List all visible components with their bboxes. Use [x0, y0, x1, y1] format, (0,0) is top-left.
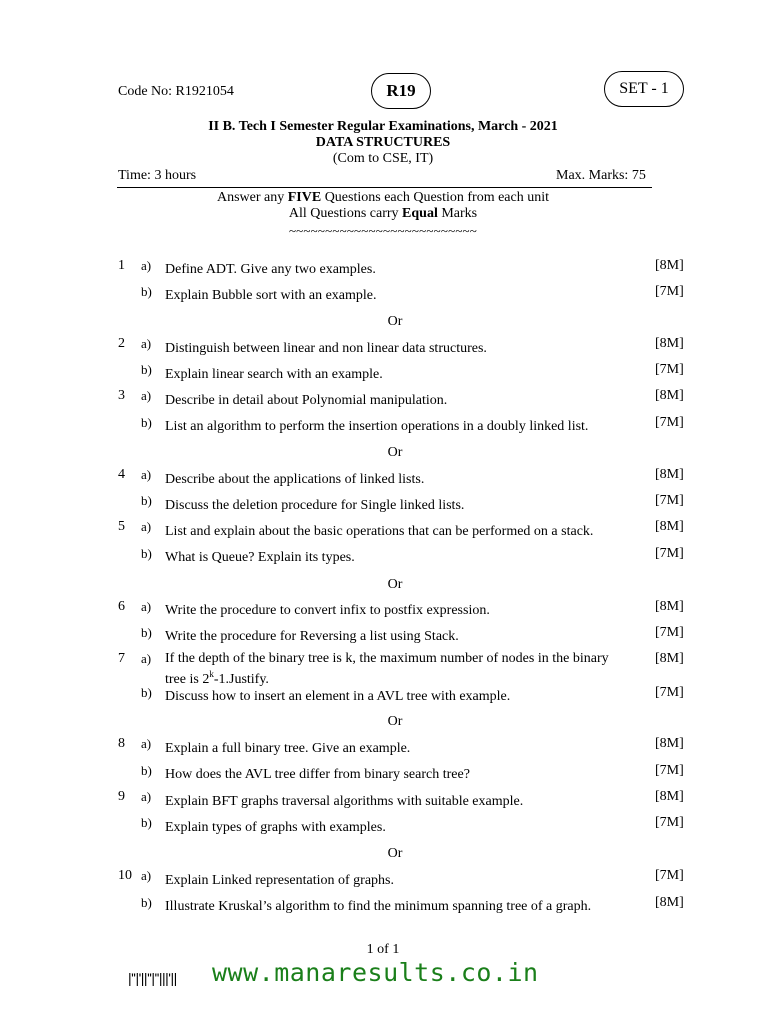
subject-title: DATA STRUCTURES: [315, 135, 451, 150]
question-marks: [8M]: [655, 467, 684, 482]
question-marks: [7M]: [655, 685, 684, 700]
question-marks: [7M]: [655, 546, 684, 561]
instruction-text: Questions each Question from each unit: [321, 190, 550, 205]
sub-label-b: b): [141, 493, 152, 508]
sub-label-b: b): [141, 415, 152, 430]
question-marks: [7M]: [655, 362, 684, 377]
question-text-line-1: If the depth of the binary tree is k, the maximum number of nodes in the binary: [165, 651, 609, 666]
question-number: 8: [118, 736, 125, 751]
question-marks: [7M]: [655, 625, 684, 640]
question-text: Explain Linked representation of graphs.: [165, 873, 394, 888]
or-separator: Or: [387, 445, 403, 460]
question-text: Explain a full binary tree. Give an example.: [165, 741, 411, 756]
question-marks: [8M]: [655, 519, 684, 534]
instruction-emphasis: FIVE: [287, 190, 322, 205]
time-label: Time: 3 hours: [118, 168, 197, 183]
question-text: List an algorithm to perform the insertion operations in a doubly linked list.: [165, 419, 589, 434]
max-marks-label: Max. Marks: 75: [556, 168, 646, 183]
question-text: How does the AVL tree differ from binary search tree?: [165, 767, 470, 782]
question-text: Explain linear search with an example.: [165, 367, 383, 382]
sub-label-a: a): [141, 599, 152, 614]
question-text: List and explain about the basic operations that can be performed on a stack.: [165, 524, 594, 539]
sub-label-a: a): [141, 868, 152, 883]
sub-label-b: b): [141, 815, 152, 830]
sub-label-b: b): [141, 546, 152, 561]
page-number: 1 of 1: [366, 942, 400, 957]
sub-label-a: a): [141, 519, 152, 534]
question-marks: [7M]: [655, 868, 684, 883]
sub-label-a: a): [141, 336, 152, 351]
question-text: Explain types of graphs with examples.: [165, 820, 386, 835]
instruction-line-2: [100, 206, 666, 222]
question-marks: [8M]: [655, 651, 684, 666]
question-number: 2: [118, 336, 125, 351]
question-text: Explain BFT graphs traversal algorithms with suitable example.: [165, 794, 524, 809]
website-watermark: www.manaresults.co.in: [212, 958, 539, 987]
question-text: Discuss the deletion procedure for Single linked lists.: [165, 498, 465, 513]
set-badge: SET - 1: [604, 71, 684, 107]
question-number: 6: [118, 599, 125, 614]
instruction-emphasis: Equal: [402, 206, 438, 221]
instruction-text: Marks: [437, 206, 478, 221]
tilde-divider: ~~~~~~~~~~~~~~~~~~~~~~~~~~: [288, 223, 478, 238]
sub-label-b: b): [141, 362, 152, 377]
branches: (Com to CSE, IT): [332, 151, 434, 166]
question-text: Write the procedure to convert infix to postfix expression.: [165, 603, 490, 618]
question-text: Describe in detail about Polynomial manipulation.: [165, 393, 448, 408]
question-marks: [8M]: [655, 736, 684, 751]
question-marks: [8M]: [655, 895, 684, 910]
question-text-part: tree is 2: [165, 672, 210, 687]
sub-label-a: a): [141, 789, 152, 804]
question-text: Discuss how to insert an element in a AVL tree with example.: [165, 689, 511, 704]
question-marks: [7M]: [655, 493, 684, 508]
sub-label-b: b): [141, 625, 152, 640]
sub-label-a: a): [141, 258, 152, 273]
sub-label-b: b): [141, 895, 152, 910]
or-separator: Or: [387, 714, 403, 729]
question-number: 4: [118, 467, 125, 482]
question-marks: [8M]: [655, 388, 684, 403]
sub-label-a: a): [141, 467, 152, 482]
sub-label-a: a): [141, 736, 152, 751]
question-text: What is Queue? Explain its types.: [165, 550, 355, 565]
question-text: Write the procedure for Reversing a list using Stack.: [165, 629, 459, 644]
question-text: Distinguish between linear and non linear data structures.: [165, 341, 487, 356]
question-text-part: -1.Justify.: [213, 672, 269, 687]
question-text-line-2: [165, 668, 625, 686]
question-marks: [7M]: [655, 815, 684, 830]
question-number: 7: [118, 651, 125, 666]
question-marks: [8M]: [655, 599, 684, 614]
question-marks: [8M]: [655, 789, 684, 804]
sub-label-b: b): [141, 284, 152, 299]
question-text: Define ADT. Give any two examples.: [165, 262, 376, 277]
sub-label-a: a): [141, 651, 152, 666]
barcode: |''|'||''|''|||'||: [128, 970, 177, 986]
question-number: 5: [118, 519, 125, 534]
sub-label-a: a): [141, 388, 152, 403]
question-number: 9: [118, 789, 125, 804]
code-number: Code No: R1921054: [118, 84, 234, 99]
question-text: Describe about the applications of linked lists.: [165, 472, 425, 487]
question-marks: [7M]: [655, 284, 684, 299]
instruction-text: Answer any: [216, 190, 288, 205]
exponent: k: [209, 669, 214, 679]
question-text: Explain Bubble sort with an example.: [165, 288, 377, 303]
header-divider: [117, 187, 652, 188]
question-number: 10: [118, 868, 132, 883]
question-marks: [7M]: [655, 763, 684, 778]
question-marks: [7M]: [655, 415, 684, 430]
question-marks: [8M]: [655, 336, 684, 351]
exam-title: II B. Tech I Semester Regular Examinations, March - 2021: [208, 119, 558, 134]
instruction-text: All Questions carry: [288, 206, 403, 221]
or-separator: Or: [387, 846, 403, 861]
sub-label-b: b): [141, 685, 152, 700]
question-text: Illustrate Kruskal’s algorithm to find the minimum spanning tree of a graph.: [165, 899, 592, 914]
sub-label-b: b): [141, 763, 152, 778]
or-separator: Or: [387, 314, 403, 329]
or-separator: Or: [387, 577, 403, 592]
question-marks: [8M]: [655, 258, 684, 273]
question-text: [165, 652, 625, 686]
regulation-badge: R19: [371, 73, 431, 109]
question-number: 3: [118, 388, 125, 403]
question-number: 1: [118, 258, 125, 273]
instruction-line-1: [100, 190, 666, 206]
